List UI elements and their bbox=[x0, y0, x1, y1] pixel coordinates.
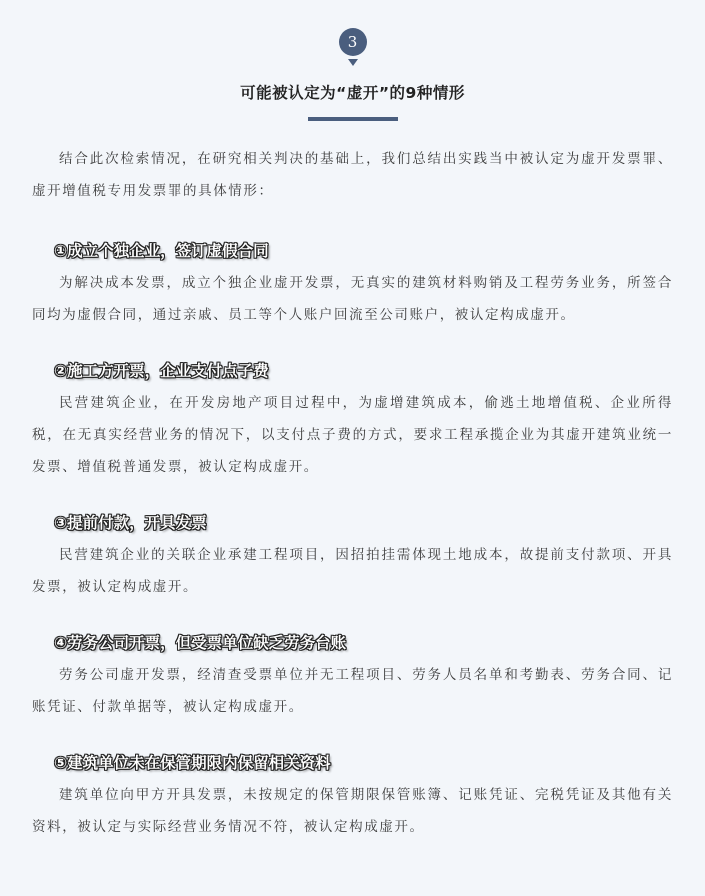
badge-pointer-icon bbox=[348, 59, 358, 66]
case-heading: ⑤建筑单位未在保管期限内保留相关资料 bbox=[54, 754, 331, 772]
case-heading: ③提前付款，开具发票 bbox=[54, 514, 207, 532]
case-heading: ①成立个独企业，签订虚假合同 bbox=[54, 242, 269, 260]
title-underline bbox=[308, 117, 398, 121]
section-number-badge: 3 bbox=[339, 28, 367, 56]
case-section-1 bbox=[32, 237, 673, 331]
case-body: 为解决成本发票，成立个独企业虚开发票，无真实的建筑材料购销及工程劳务业务，所签合同均为虚假合同，通过亲戚、员工等个人账户回流至公司账户，被认定构成虚开。 bbox=[32, 275, 673, 323]
section-header bbox=[32, 0, 673, 121]
case-section-2 bbox=[32, 357, 673, 483]
case-body: 民营建筑企业的关联企业承建工程项目，因招拍挂需体现土地成本，故提前支付款项、开具发票，被认定构成虚开。 bbox=[32, 547, 673, 595]
case-body: 民营建筑企业，在开发房地产项目过程中，为虚增建筑成本，偷逃土地增值税、企业所得税，在无真实经营业务的情况下，以支付点子费的方式，要求工程承揽企业为其虚开建筑业统一发票、增值税普通发票，被认定构成虚开。 bbox=[32, 395, 673, 475]
case-section-5 bbox=[32, 749, 673, 843]
intro-paragraph: 结合此次检索情况，在研究相关判决的基础上，我们总结出实践当中被认定为虚开发票罪、虚开增值税专用发票罪的具体情形： bbox=[32, 151, 673, 199]
case-heading: ④劳务公司开票，但受票单位缺乏劳务台账 bbox=[54, 634, 347, 652]
case-section-4 bbox=[32, 629, 673, 723]
case-body: 建筑单位向甲方开具发票，未按规定的保管期限保管账簿、记账凭证、完税凭证及其他有关资料，被认定与实际经营业务情况不符，被认定构成虚开。 bbox=[32, 787, 673, 835]
section-title: 可能被认定为“虚开”的9种情形 bbox=[240, 84, 465, 102]
case-section-3 bbox=[32, 509, 673, 603]
case-body: 劳务公司虚开发票，经清查受票单位并无工程项目、劳务人员名单和考勤表、劳务合同、记账凭证、付款单据等，被认定构成虚开。 bbox=[32, 667, 673, 715]
case-heading: ②施工方开票，企业支付点子费 bbox=[54, 362, 269, 380]
